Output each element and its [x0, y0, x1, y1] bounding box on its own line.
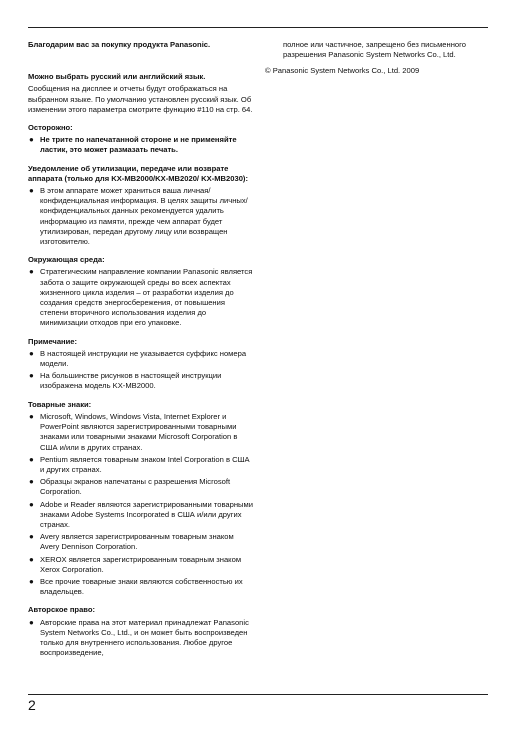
list-item: ● Avery является зарегистрированным товарным знаком Avery Dennison Corporation.	[29, 532, 234, 552]
right-column	[265, 40, 490, 77]
list-item: ● Microsoft, Windows, Windows Vista, Internet Explorer и PowerPoint являются зарегистрированными товарными знаками или товарными знаками Microsoft Corporation в США и/или в других странах.	[29, 411, 238, 452]
left-column	[28, 40, 253, 660]
bullet-icon: ●	[29, 477, 34, 487]
trademarks-list	[28, 412, 253, 597]
list-item: ● Образцы экранов напечатаны с разрешения Microsoft Corporation.	[29, 477, 231, 497]
copyright-heading: Авторское право:	[28, 605, 96, 615]
environment-list	[28, 267, 253, 328]
environment-heading: Окружающая среда:	[28, 255, 105, 265]
bullet-icon: ●	[29, 499, 34, 509]
list-item: ● В настоящей инструкции не указывается суффикс номера модели.	[29, 348, 247, 369]
bullet-icon: ●	[29, 532, 34, 542]
top-rule	[28, 27, 488, 28]
bullet-icon: ●	[29, 576, 34, 586]
note-list	[28, 349, 253, 392]
bullet-icon: ●	[29, 411, 34, 421]
language-heading: Можно выбрать русский или английский язык.	[28, 72, 206, 82]
disposal-section	[28, 164, 253, 248]
list-item: ● На большинстве рисунков в настоящей инструкции изображена модель KX-MB2000.	[29, 371, 222, 391]
bullet-icon: ●	[29, 267, 34, 277]
list-item: ● Стратегическим направление компании Panasonic является забота о защите окружающей среды во всех аспектах жизненного цикла изделия – от разработки изделия до создания средств энергосбережения, от повышения степени вторичного использования изделия до минимизации отходов при его упаковке.	[29, 267, 253, 328]
caution-list	[28, 135, 253, 155]
caution-section	[28, 123, 253, 156]
bullet-icon: ●	[29, 371, 34, 381]
caution-heading: Осторожно:	[28, 123, 73, 133]
disposal-heading: Уведомление об утилизации, передаче или возврате аппарата (только для KX-MB2000/KX-MB2020/ KX-MB2030):	[28, 163, 248, 183]
bullet-icon: ●	[29, 454, 34, 464]
language-section	[28, 72, 253, 115]
trademarks-heading: Товарные знаки:	[28, 399, 92, 409]
thanks-line: Благодарим вас за покупку продукта Panasonic.	[28, 40, 211, 49]
list-item: ● Авторские права на этот материал принадлежат Panasonic System Networks Co., Ltd., и он может быть воспроизведен только для внутреннего использования. Любое другое воспроизведение,	[29, 617, 249, 658]
bottom-rule	[28, 694, 488, 695]
trademarks-section	[28, 400, 253, 598]
bullet-icon: ●	[29, 348, 34, 358]
note-heading: Примечание:	[28, 336, 78, 346]
list-item: ● Pentium является товарным знаком Intel Corporation в США и других странах.	[29, 454, 250, 474]
disposal-list	[28, 186, 253, 247]
list-item: ● XEROX является зарегистрированным товарным знаком Xerox Corporation.	[29, 554, 242, 574]
bullet-icon: ●	[29, 554, 34, 564]
list-item: ● В этом аппарате может храниться ваша личная/ конфиденциальная информация. В целях защиты личных/конфиденциальных данных рекомендуется удалить информацию из памяти, прежде чем аппарат будет утилизирован, передан другому лицу или возвращен изготовителю.	[29, 186, 248, 247]
language-text: Сообщения на дисплее и отчеты будут отображаться на выбранном языке. По умолчанию установлен русский язык. Об изменении этого параметра смотрите функцию #110 на стр. 64.	[28, 84, 253, 114]
page-number: 2	[28, 697, 36, 713]
copyright-notice: © Panasonic System Networks Co., Ltd. 2009	[265, 66, 420, 76]
bullet-icon: ●	[29, 186, 34, 196]
copyright-list	[28, 618, 253, 659]
list-item: ● Не трите по напечатанной стороне и не применяйте ластик, это может размазать печать.	[29, 135, 237, 155]
bullet-icon: ●	[29, 617, 34, 627]
environment-section	[28, 255, 253, 328]
list-item: ● Adobe и Reader являются зарегистрированными товарными знаками Adobe Systems Incorporated в США и/или других странах.	[29, 499, 253, 529]
copyright-section	[28, 605, 253, 658]
bullet-icon: ●	[29, 135, 34, 145]
note-section	[28, 337, 253, 392]
list-item: ● Все прочие товарные знаки являются собственностью их владельцев.	[29, 576, 243, 597]
copyright-continuation: полное или частичное, запрещено без письменного разрешения Panasonic System Networks Co., Ltd.	[283, 40, 466, 60]
